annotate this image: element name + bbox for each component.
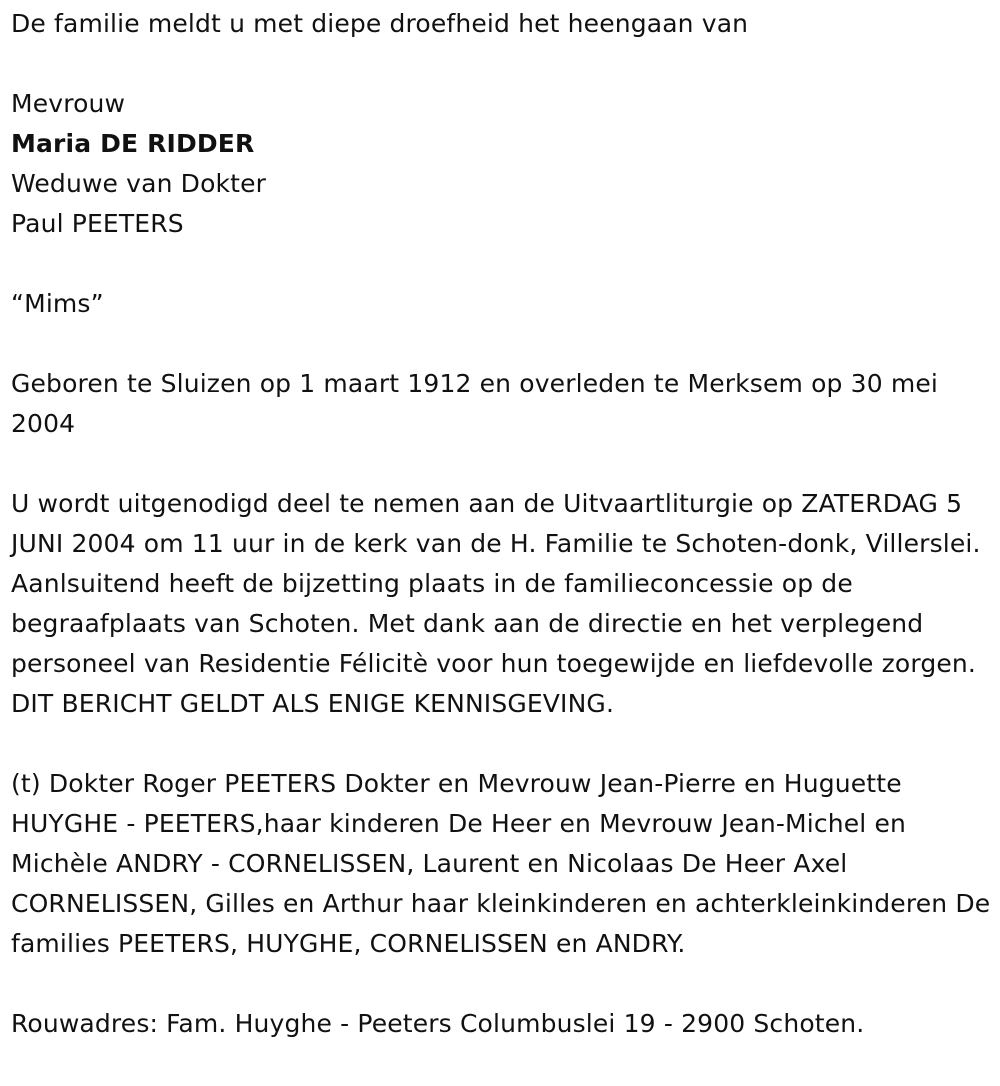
birth-death-paragraph: Geboren te Sluizen op 1 maart 1912 en overleden te Merksem op 30 mei 2004 bbox=[11, 369, 938, 438]
mourning-address: Rouwadres: Fam. Huyghe - Peeters Columbuslei 19 - 2900 Schoten. bbox=[11, 1009, 865, 1038]
family-paragraph: (t) Dokter Roger PEETERS Dokter en Mevrouw Jean-Pierre en Huguette HUYGHE - PEETERS,haar kinderen De Heer en Mevrouw Jean-Michel en Michèle ANDRY - CORNELISSEN, Laurent en Nicolaas De Heer Axel CORNELISSEN, Gilles en Arthur haar kleinkinderen en achterkleinkinderen De families PEETERS, HUYGHE, CORNELISSEN en ANDRY. bbox=[11, 769, 991, 958]
spouse-name: Paul PEETERS bbox=[11, 209, 184, 238]
spacer bbox=[11, 244, 993, 284]
nickname: “Mims” bbox=[11, 289, 104, 318]
intro-line: De familie meldt u met diepe droefheid het heengaan van bbox=[11, 9, 749, 38]
honorific: Mevrouw bbox=[11, 89, 126, 118]
obituary-notice bbox=[11, 4, 993, 1044]
spacer bbox=[11, 44, 993, 84]
spacer bbox=[11, 964, 993, 1004]
spacer bbox=[11, 724, 993, 764]
deceased-name: Maria DE RIDDER bbox=[11, 129, 255, 158]
ceremony-paragraph: U wordt uitgenodigd deel te nemen aan de Uitvaartliturgie op ZATERDAG 5 JUNI 2004 om 11 uur in de kerk van de H. Familie te Schoten-donk, Villerslei. Aanlsuitend heeft de bijzetting plaats in de familieconcessie op de begraafplaats van Schoten. Met dank aan de directie en het verplegend personeel van Residentie Félicitè voor hun toegewijde en liefdevolle zorgen. DIT BERICHT GELDT ALS ENIGE KENNISGEVING. bbox=[11, 489, 981, 718]
widow-line: Weduwe van Dokter bbox=[11, 169, 267, 198]
spacer bbox=[11, 444, 993, 484]
spacer bbox=[11, 324, 993, 364]
